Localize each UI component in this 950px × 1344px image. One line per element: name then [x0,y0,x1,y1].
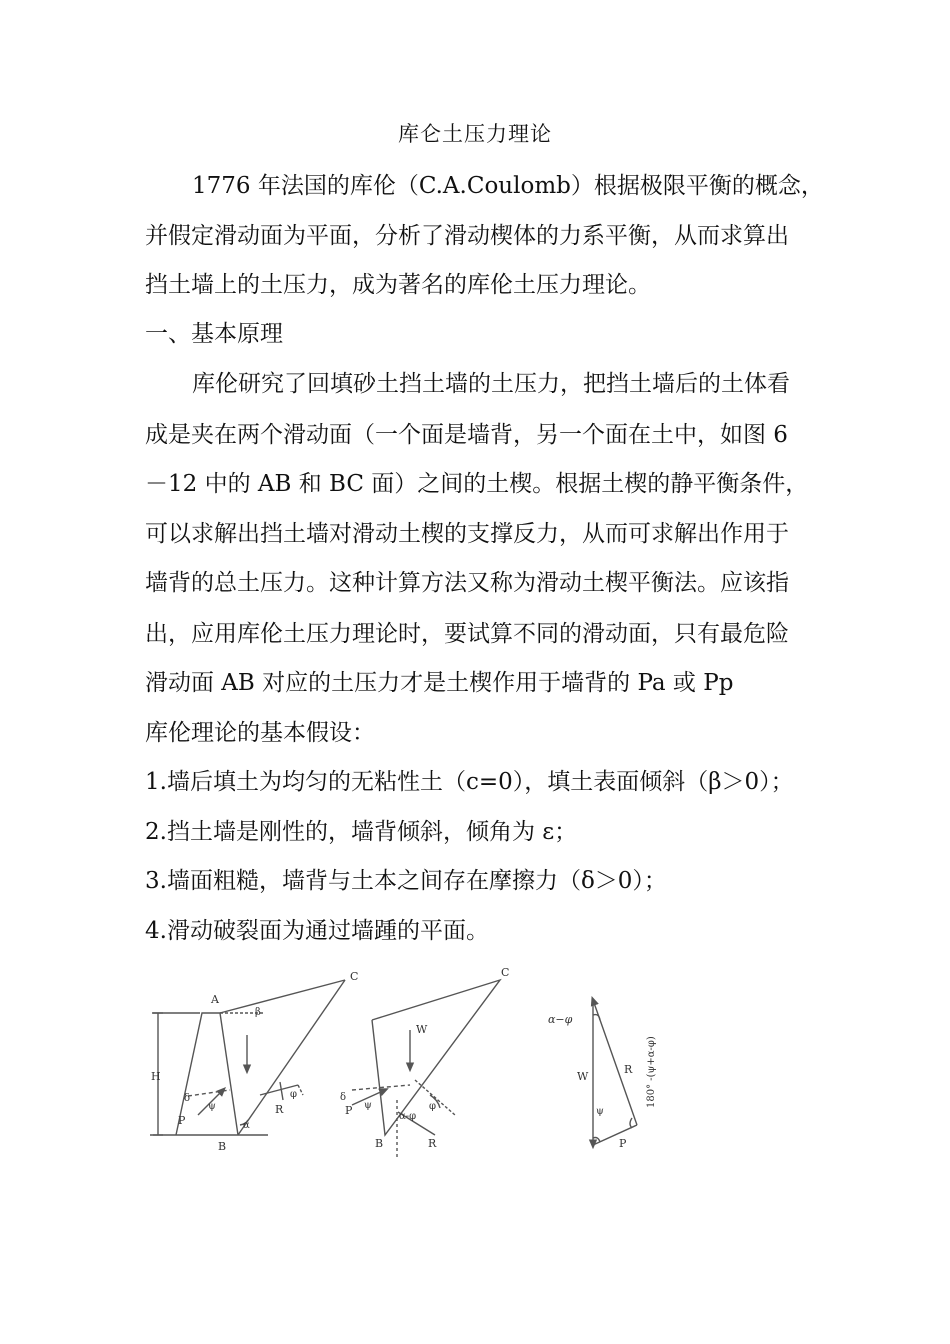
paragraph-line: －12 中的 AB 和 BC 面）之间的土楔。根据土楔的静平衡条件， [145,471,809,497]
alpha-minus-phi-label: α−φ [548,1013,573,1026]
paragraph-line: 并假定滑动面为平面，分析了滑动楔体的力系平衡，从而求算出 [145,223,789,249]
free-body-wedge-diagram [352,980,500,1160]
psi-label: ψ [364,1100,372,1111]
angle-label: 180° -(ψ+α-φ) [646,1036,657,1108]
phi-label: φ [429,1101,437,1112]
force-r-label: R [275,1103,284,1116]
height-label: H [151,1070,161,1083]
paragraph-line: 可以求解出挡土墙对滑动土楔的支撑反力，从而可求解出作用于 [145,521,789,547]
force-p-label: P [178,1114,186,1127]
alpha-minus-phi-label: α-φ [399,1111,417,1122]
paragraph-line: 库伦理论的基本假设： [145,720,375,746]
weight-w-label: W [577,1070,589,1083]
point-c-label: C [501,966,510,979]
alpha-label: α [243,1120,250,1131]
point-b-label: B [218,1140,227,1153]
document-title: 库仑土压力理论 [398,122,552,146]
paragraph-line: 墙背的总土压力。这种计算方法又称为滑动土楔平衡法。应该指 [145,570,789,596]
psi-label: ψ [208,1101,216,1112]
assumption-item: 3.墙面粗糙，墙背与土本之间存在摩擦力（δ＞0）； [145,868,667,894]
coulomb-wedge-figure [140,960,700,1160]
point-c-label: C [350,970,359,983]
force-p-label: P [345,1104,353,1117]
paragraph-line: 1776 年法国的库伦（C.A.Coulomb）根据极限平衡的概念， [192,173,824,199]
paragraph-line: 成是夹在两个滑动面（一个面是墙背，另一个面在土中，如图 6 [145,422,788,448]
paragraph-line: 滑动面 AB 对应的土压力才是土楔作用于墙背的 Pa 或 Pp [145,670,734,696]
force-p-label: P [619,1137,627,1150]
point-b-label: B [375,1137,384,1150]
paragraph-line: 库伦研究了回填砂土挡土墙的土压力，把挡土墙后的土体看 [192,371,790,397]
delta-label: δ [340,1092,347,1103]
paragraph-line: 出，应用库伦土压力理论时，要试算不同的滑动面，只有最危险 [145,621,789,647]
wall-wedge-diagram [150,980,345,1135]
assumption-item: 4.滑动破裂面为通过墙踵的平面。 [145,918,489,944]
delta-label: δ [184,1093,191,1104]
phi-label: φ [290,1089,298,1100]
assumption-item: 1.墙后填土为均匀的无粘性土（c=0），填土表面倾斜（β＞0）； [145,769,794,795]
force-r-label: R [624,1063,633,1076]
assumption-item: 2.挡土墙是刚性的，墙背倾斜，倾角为 ε； [145,819,578,845]
section-heading: 一、基本原理 [145,321,283,347]
paragraph-line: 挡土墙上的土压力，成为著名的库伦土压力理论。 [145,272,651,298]
point-a-label: A [211,993,219,1006]
force-r-label: R [428,1137,437,1150]
beta-label: β [255,1007,261,1018]
weight-w-label: W [416,1023,428,1036]
psi-label: ψ [596,1106,604,1117]
